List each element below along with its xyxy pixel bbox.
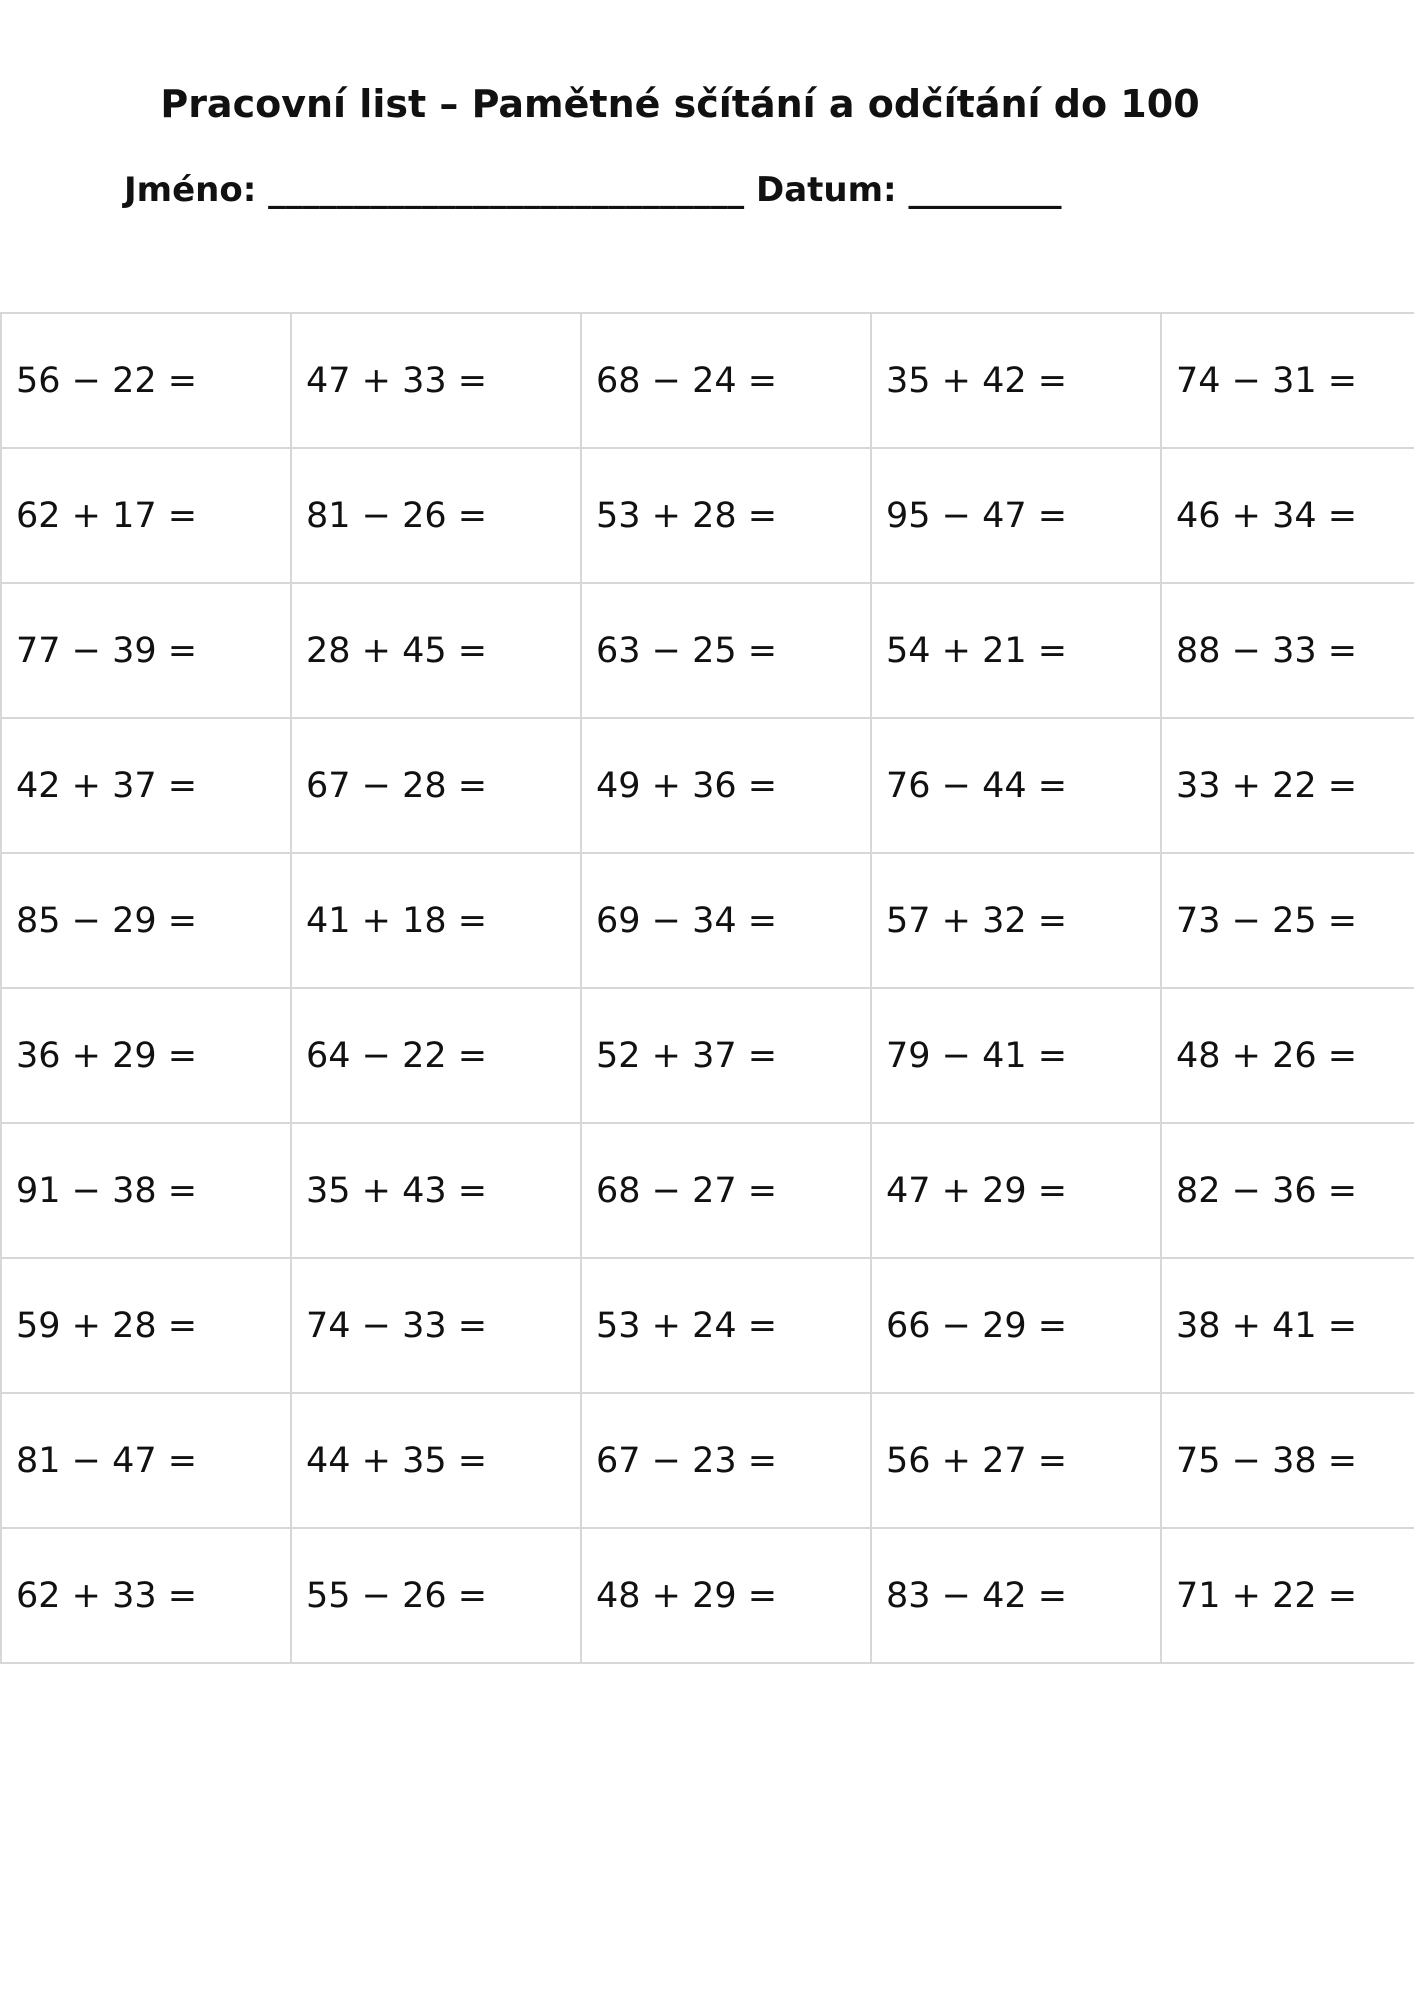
table-row xyxy=(1,448,1414,583)
problem-cell: 56 − 22 = xyxy=(1,313,291,448)
problem-cell: 57 + 32 = xyxy=(871,853,1161,988)
problem-cell: 41 + 18 = xyxy=(291,853,581,988)
table-row xyxy=(1,313,1414,448)
name-label: Jméno: xyxy=(124,170,257,210)
problem-cell: 68 − 27 = xyxy=(581,1123,871,1258)
problem-cell: 44 + 35 = xyxy=(291,1393,581,1528)
problem-cell: 76 − 44 = xyxy=(871,718,1161,853)
date-label: Datum: xyxy=(756,170,897,210)
problem-cell: 68 − 24 = xyxy=(581,313,871,448)
table-row xyxy=(1,988,1414,1123)
problem-cell: 47 + 33 = xyxy=(291,313,581,448)
problem-cell: 59 + 28 = xyxy=(1,1258,291,1393)
problem-cell: 81 − 26 = xyxy=(291,448,581,583)
problem-cell: 73 − 25 = xyxy=(1161,853,1414,988)
table-row xyxy=(1,1528,1414,1663)
problem-cell: 81 − 47 = xyxy=(1,1393,291,1528)
problems-table xyxy=(0,312,1414,1664)
problem-cell: 71 + 22 = xyxy=(1161,1528,1414,1663)
problem-cell: 67 − 28 = xyxy=(291,718,581,853)
problem-cell: 91 − 38 = xyxy=(1,1123,291,1258)
problem-cell: 75 − 38 = xyxy=(1161,1393,1414,1528)
problem-cell: 83 − 42 = xyxy=(871,1528,1161,1663)
worksheet-title: Pracovní list – Pamětné sčítání a odčítání do 100 xyxy=(160,82,1200,126)
problem-cell: 42 + 37 = xyxy=(1,718,291,853)
problem-cell: 63 − 25 = xyxy=(581,583,871,718)
problem-cell: 48 + 26 = xyxy=(1161,988,1414,1123)
problem-cell: 35 + 43 = xyxy=(291,1123,581,1258)
problem-cell: 46 + 34 = xyxy=(1161,448,1414,583)
date-blank[interactable]: _________ xyxy=(908,170,1062,210)
problem-cell: 49 + 36 = xyxy=(581,718,871,853)
problem-cell: 33 + 22 = xyxy=(1161,718,1414,853)
problem-cell: 56 + 27 = xyxy=(871,1393,1161,1528)
name-blank[interactable]: ____________________________ xyxy=(268,170,745,210)
problem-cell: 67 − 23 = xyxy=(581,1393,871,1528)
problem-cell: 77 − 39 = xyxy=(1,583,291,718)
table-row xyxy=(1,583,1414,718)
problem-cell: 74 − 31 = xyxy=(1161,313,1414,448)
name-date-line xyxy=(124,170,1062,210)
problem-cell: 62 + 17 = xyxy=(1,448,291,583)
problem-cell: 74 − 33 = xyxy=(291,1258,581,1393)
problem-cell: 52 + 37 = xyxy=(581,988,871,1123)
problem-cell: 62 + 33 = xyxy=(1,1528,291,1663)
problem-cell: 85 − 29 = xyxy=(1,853,291,988)
problem-cell: 82 − 36 = xyxy=(1161,1123,1414,1258)
problem-cell: 47 + 29 = xyxy=(871,1123,1161,1258)
problem-cell: 48 + 29 = xyxy=(581,1528,871,1663)
problem-cell: 66 − 29 = xyxy=(871,1258,1161,1393)
problem-cell: 36 + 29 = xyxy=(1,988,291,1123)
problem-cell: 79 − 41 = xyxy=(871,988,1161,1123)
table-row xyxy=(1,1393,1414,1528)
problem-cell: 53 + 24 = xyxy=(581,1258,871,1393)
table-row xyxy=(1,1258,1414,1393)
problem-cell: 53 + 28 = xyxy=(581,448,871,583)
problem-cell: 28 + 45 = xyxy=(291,583,581,718)
problem-cell: 95 − 47 = xyxy=(871,448,1161,583)
problem-cell: 88 − 33 = xyxy=(1161,583,1414,718)
table-row xyxy=(1,1123,1414,1258)
table-row xyxy=(1,853,1414,988)
problem-cell: 64 − 22 = xyxy=(291,988,581,1123)
problem-cell: 35 + 42 = xyxy=(871,313,1161,448)
problem-cell: 69 − 34 = xyxy=(581,853,871,988)
problem-cell: 54 + 21 = xyxy=(871,583,1161,718)
problem-cell: 38 + 41 = xyxy=(1161,1258,1414,1393)
table-row xyxy=(1,718,1414,853)
problem-cell: 55 − 26 = xyxy=(291,1528,581,1663)
